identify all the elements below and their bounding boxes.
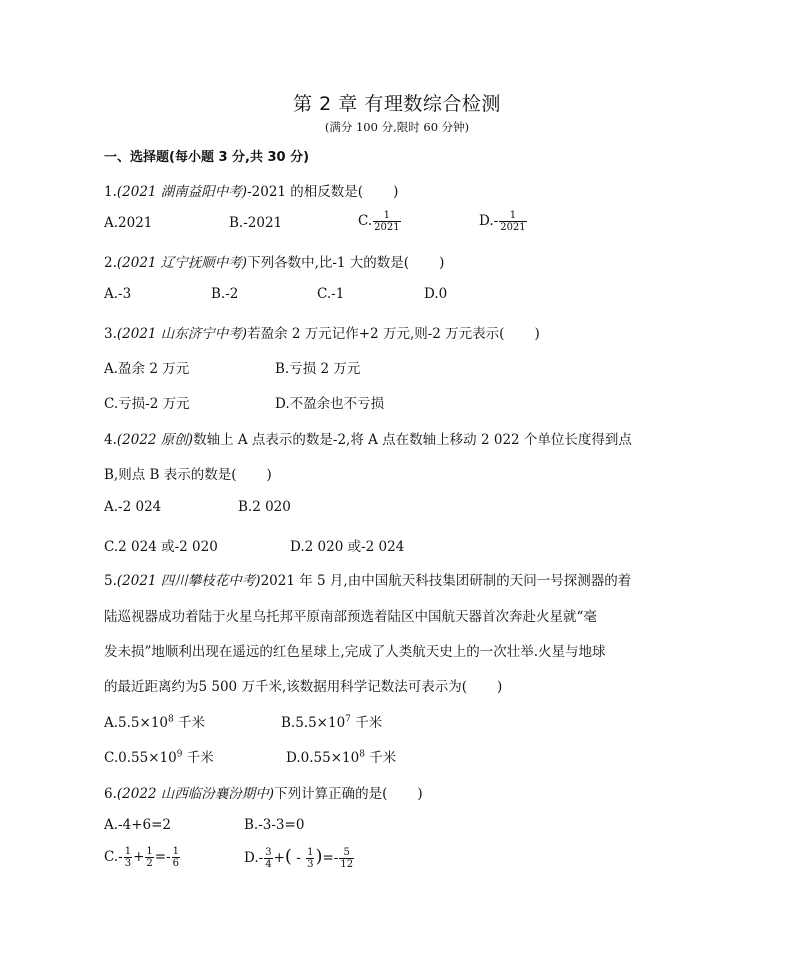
fraction: [172, 846, 180, 869]
option-b: [281, 711, 382, 731]
option-a: A.盈余 2 万元: [104, 361, 190, 377]
question-source: (2022 原创): [116, 432, 194, 448]
option-label: D.-: [479, 213, 499, 229]
fraction: [373, 210, 400, 233]
option-b: B.亏损 2 万元: [275, 361, 361, 377]
operator: =-: [322, 850, 339, 866]
fraction-numerator: 1: [124, 846, 132, 857]
paren-right: ): [315, 846, 323, 867]
option-label: C.: [358, 213, 373, 229]
option-c: [358, 210, 402, 233]
fraction: [499, 210, 526, 233]
option-b: B.2 020: [238, 499, 291, 515]
question-stem: -2021 的相反数是(: [247, 184, 364, 200]
question-4: [104, 428, 632, 448]
option-d: D.0: [424, 286, 448, 302]
option-exponent: 7: [345, 714, 351, 725]
fraction-numerator: 5: [339, 847, 354, 859]
option-c: [104, 846, 181, 869]
question-close: ): [497, 679, 503, 695]
operator: +: [273, 850, 285, 866]
question-1: [104, 180, 398, 200]
question-number: 4.: [104, 432, 117, 448]
fraction-denominator: 6: [172, 858, 180, 869]
option-d: [244, 846, 355, 870]
question-stem: 的最近距离约为5 500 万千米,该数据用科学记数法可表示为(: [104, 679, 467, 695]
fraction: [306, 847, 314, 870]
fraction: [339, 847, 354, 870]
question-close: ): [417, 786, 423, 802]
question-close: ): [534, 326, 540, 342]
question-stem: 数轴上 A 点表示的数是-2,将 A 点在数轴上移动 2 022 个单位长度得到点: [193, 432, 632, 448]
question-5-line-2: 陆巡视器成功着陆于火星乌托邦平原南部预选着陆区中国航天器首次奔赴火星就“毫: [104, 609, 597, 625]
fraction: [264, 847, 272, 870]
question-5-line-4: [104, 675, 502, 695]
option-d: D.2 020 或-2 024: [290, 539, 405, 555]
option-base: C.0.55×10: [104, 750, 177, 766]
fraction-denominator: 3: [307, 859, 314, 870]
option-c: C.-1: [317, 286, 345, 302]
fraction-denominator: 2021: [374, 222, 400, 233]
fraction: [145, 846, 153, 869]
page-subtitle: (满分 100 分,限时 60 分钟): [324, 120, 470, 134]
option-b: B.-2021: [229, 215, 283, 231]
option-base: A.5.5×10: [104, 715, 168, 731]
question-number: 3.: [104, 326, 117, 342]
question-2: [104, 251, 444, 271]
option-c: [104, 746, 214, 766]
option-c: C.2 024 或-2 020: [104, 539, 218, 555]
option-base: B.5.5×10: [281, 715, 346, 731]
option-label: C.-: [104, 849, 123, 865]
fraction: [124, 846, 132, 869]
section-heading: 一、选择题(每小题 3 分,共 30 分): [104, 150, 310, 165]
fraction-numerator: 1: [172, 846, 180, 857]
fraction-numerator: 1: [307, 847, 314, 858]
question-close: ): [439, 255, 445, 271]
question-number: 2.: [104, 255, 117, 271]
question-source: (2021 辽宁抚顺中考): [116, 255, 248, 271]
operator: +: [133, 849, 145, 865]
question-source: (2021 湖南益阳中考): [116, 184, 248, 200]
question-close: ): [393, 184, 399, 200]
fraction-denominator: 2: [146, 858, 153, 869]
option-d: [479, 210, 528, 233]
option-unit: 千米: [350, 715, 383, 731]
operator: =-: [154, 849, 171, 865]
question-source: (2021 四川攀枝花中考): [116, 573, 261, 589]
option-d: D.不盈余也不亏损: [275, 396, 385, 412]
question-3: [104, 322, 540, 342]
option-b: B.-2: [211, 286, 239, 302]
option-unit: 千米: [182, 750, 214, 766]
question-4-line-2: [104, 463, 272, 483]
question-6: [104, 782, 423, 802]
question-source: (2021 山东济宁中考): [116, 326, 248, 342]
paren-left: (: [284, 846, 292, 867]
question-stem: 若盈余 2 万元记作+2 万元,则-2 万元表示(: [247, 326, 505, 342]
option-d: [286, 746, 396, 766]
option-a: A.-4+6=2: [104, 817, 171, 833]
question-source: (2022 山西临汾襄汾期中): [116, 786, 275, 802]
option-exponent: 8: [168, 714, 174, 725]
option-exponent: 9: [176, 749, 183, 760]
option-exponent: 8: [359, 749, 365, 760]
option-b: B.-3-3=0: [244, 817, 305, 833]
question-number: 6.: [104, 786, 117, 802]
option-label: D.-: [244, 850, 264, 866]
fraction-numerator: 1: [373, 210, 400, 222]
option-a: A.-3: [104, 286, 132, 302]
option-a: [104, 711, 205, 731]
option-c: C.亏损-2 万元: [104, 396, 190, 412]
fraction-denominator: 2021: [500, 222, 526, 233]
option-a: A.2021: [104, 215, 153, 231]
question-number: 5.: [104, 573, 117, 589]
option-base: D.0.55×10: [286, 750, 360, 766]
fraction-numerator: 3: [265, 847, 272, 858]
fraction-denominator: 4: [265, 859, 272, 870]
operator: -: [291, 850, 306, 866]
option-a: A.-2 024: [104, 499, 162, 515]
option-unit: 千米: [173, 715, 206, 731]
question-stem: 下列计算正确的是(: [274, 786, 388, 802]
question-stem: 下列各数中,比-1 大的数是(: [247, 255, 410, 271]
fraction-numerator: 1: [499, 210, 526, 222]
question-number: 1.: [104, 184, 117, 200]
page-title: 第 2 章 有理数综合检测: [293, 93, 501, 115]
fraction-denominator: 12: [340, 859, 354, 870]
fraction-numerator: 1: [146, 846, 153, 857]
question-stem: B,则点 B 表示的数是(: [104, 467, 237, 483]
option-unit: 千米: [364, 750, 397, 766]
question-5: [104, 569, 631, 589]
question-close: ): [266, 467, 272, 483]
question-stem: 2021 年 5 月,由中国航天科技集团研制的天问一号探测器的着: [260, 573, 632, 589]
question-5-line-3: 发未损”地顺利出现在遥远的红色星球上,完成了人类航天史上的一次壮举.火星与地球: [104, 644, 606, 660]
fraction-denominator: 3: [124, 858, 132, 869]
